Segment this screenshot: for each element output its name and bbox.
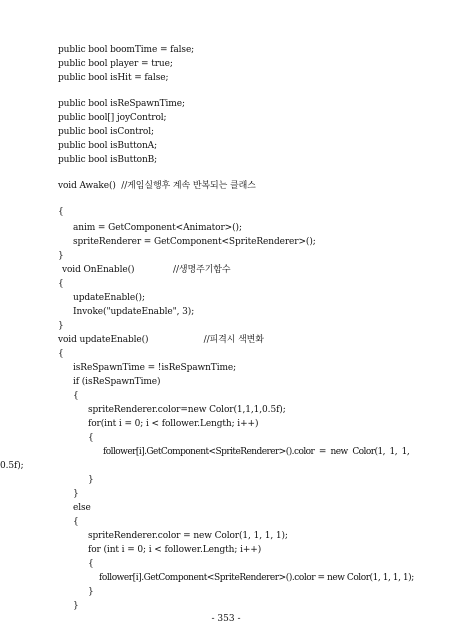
code-line: }: [58, 251, 64, 261]
code-line: anim = GetComponent<Animator>();: [73, 223, 242, 233]
code-line: public bool isButtonB;: [58, 155, 158, 165]
code-line: public bool isHit = false;: [58, 73, 169, 83]
code-line: else: [73, 503, 91, 513]
code-line: isReSpawnTime = !isReSpawnTime;: [73, 363, 237, 373]
code-line: spriteRenderer.color=new Color(1,1,1,0.5f);: [88, 405, 286, 415]
code-line: void Awake() //게임실행후 계속 반복되는 클래스: [58, 181, 256, 191]
code-line: }: [88, 587, 94, 597]
code-line: {: [58, 207, 64, 217]
code-line: spriteRenderer = GetComponent<SpriteRenderer>();: [73, 237, 316, 247]
code-line: void OnEnable() //생명주기함수: [62, 265, 231, 275]
code-line: 0.5f);: [0, 461, 24, 471]
code-line: }: [73, 601, 79, 611]
code-line: {: [73, 391, 79, 401]
code-line: public bool isReSpawnTime;: [58, 99, 185, 109]
code-line: Invoke("updateEnable", 3);: [73, 307, 195, 317]
code-line: follower[i].GetComponent<SpriteRenderer>().color = new Color(1, 1, 1,: [103, 447, 410, 457]
code-line: {: [88, 433, 94, 443]
code-line: for (int i = 0; i < follower.Length; i++): [88, 545, 262, 555]
code-line: spriteRenderer.color = new Color(1, 1, 1, 1);: [88, 531, 288, 541]
code-line: follower[i].GetComponent<SpriteRenderer>().color = new Color(1, 1, 1, 1);: [99, 573, 414, 583]
code-line: }: [73, 489, 79, 499]
code-line: {: [88, 559, 94, 569]
code-line: {: [58, 349, 64, 359]
code-line: for(int i = 0; i < follower.Length; i++): [88, 419, 259, 429]
code-line: updateEnable();: [73, 293, 145, 303]
code-line: public bool[] joyControl;: [58, 113, 167, 123]
code-line: }: [58, 321, 64, 331]
code-line: public bool isButtonA;: [58, 141, 158, 151]
code-line: {: [58, 279, 64, 289]
code-line: public bool isControl;: [58, 127, 154, 137]
code-line: if (isReSpawnTime): [73, 377, 161, 387]
code-line: }: [88, 475, 94, 485]
page-number: - 353 -: [211, 614, 241, 624]
code-line: public bool player = true;: [58, 59, 173, 69]
code-line: {: [73, 517, 79, 527]
code-line: void updateEnable() //피격시 색변화: [58, 335, 264, 345]
code-line: public bool boomTime = false;: [58, 45, 195, 55]
